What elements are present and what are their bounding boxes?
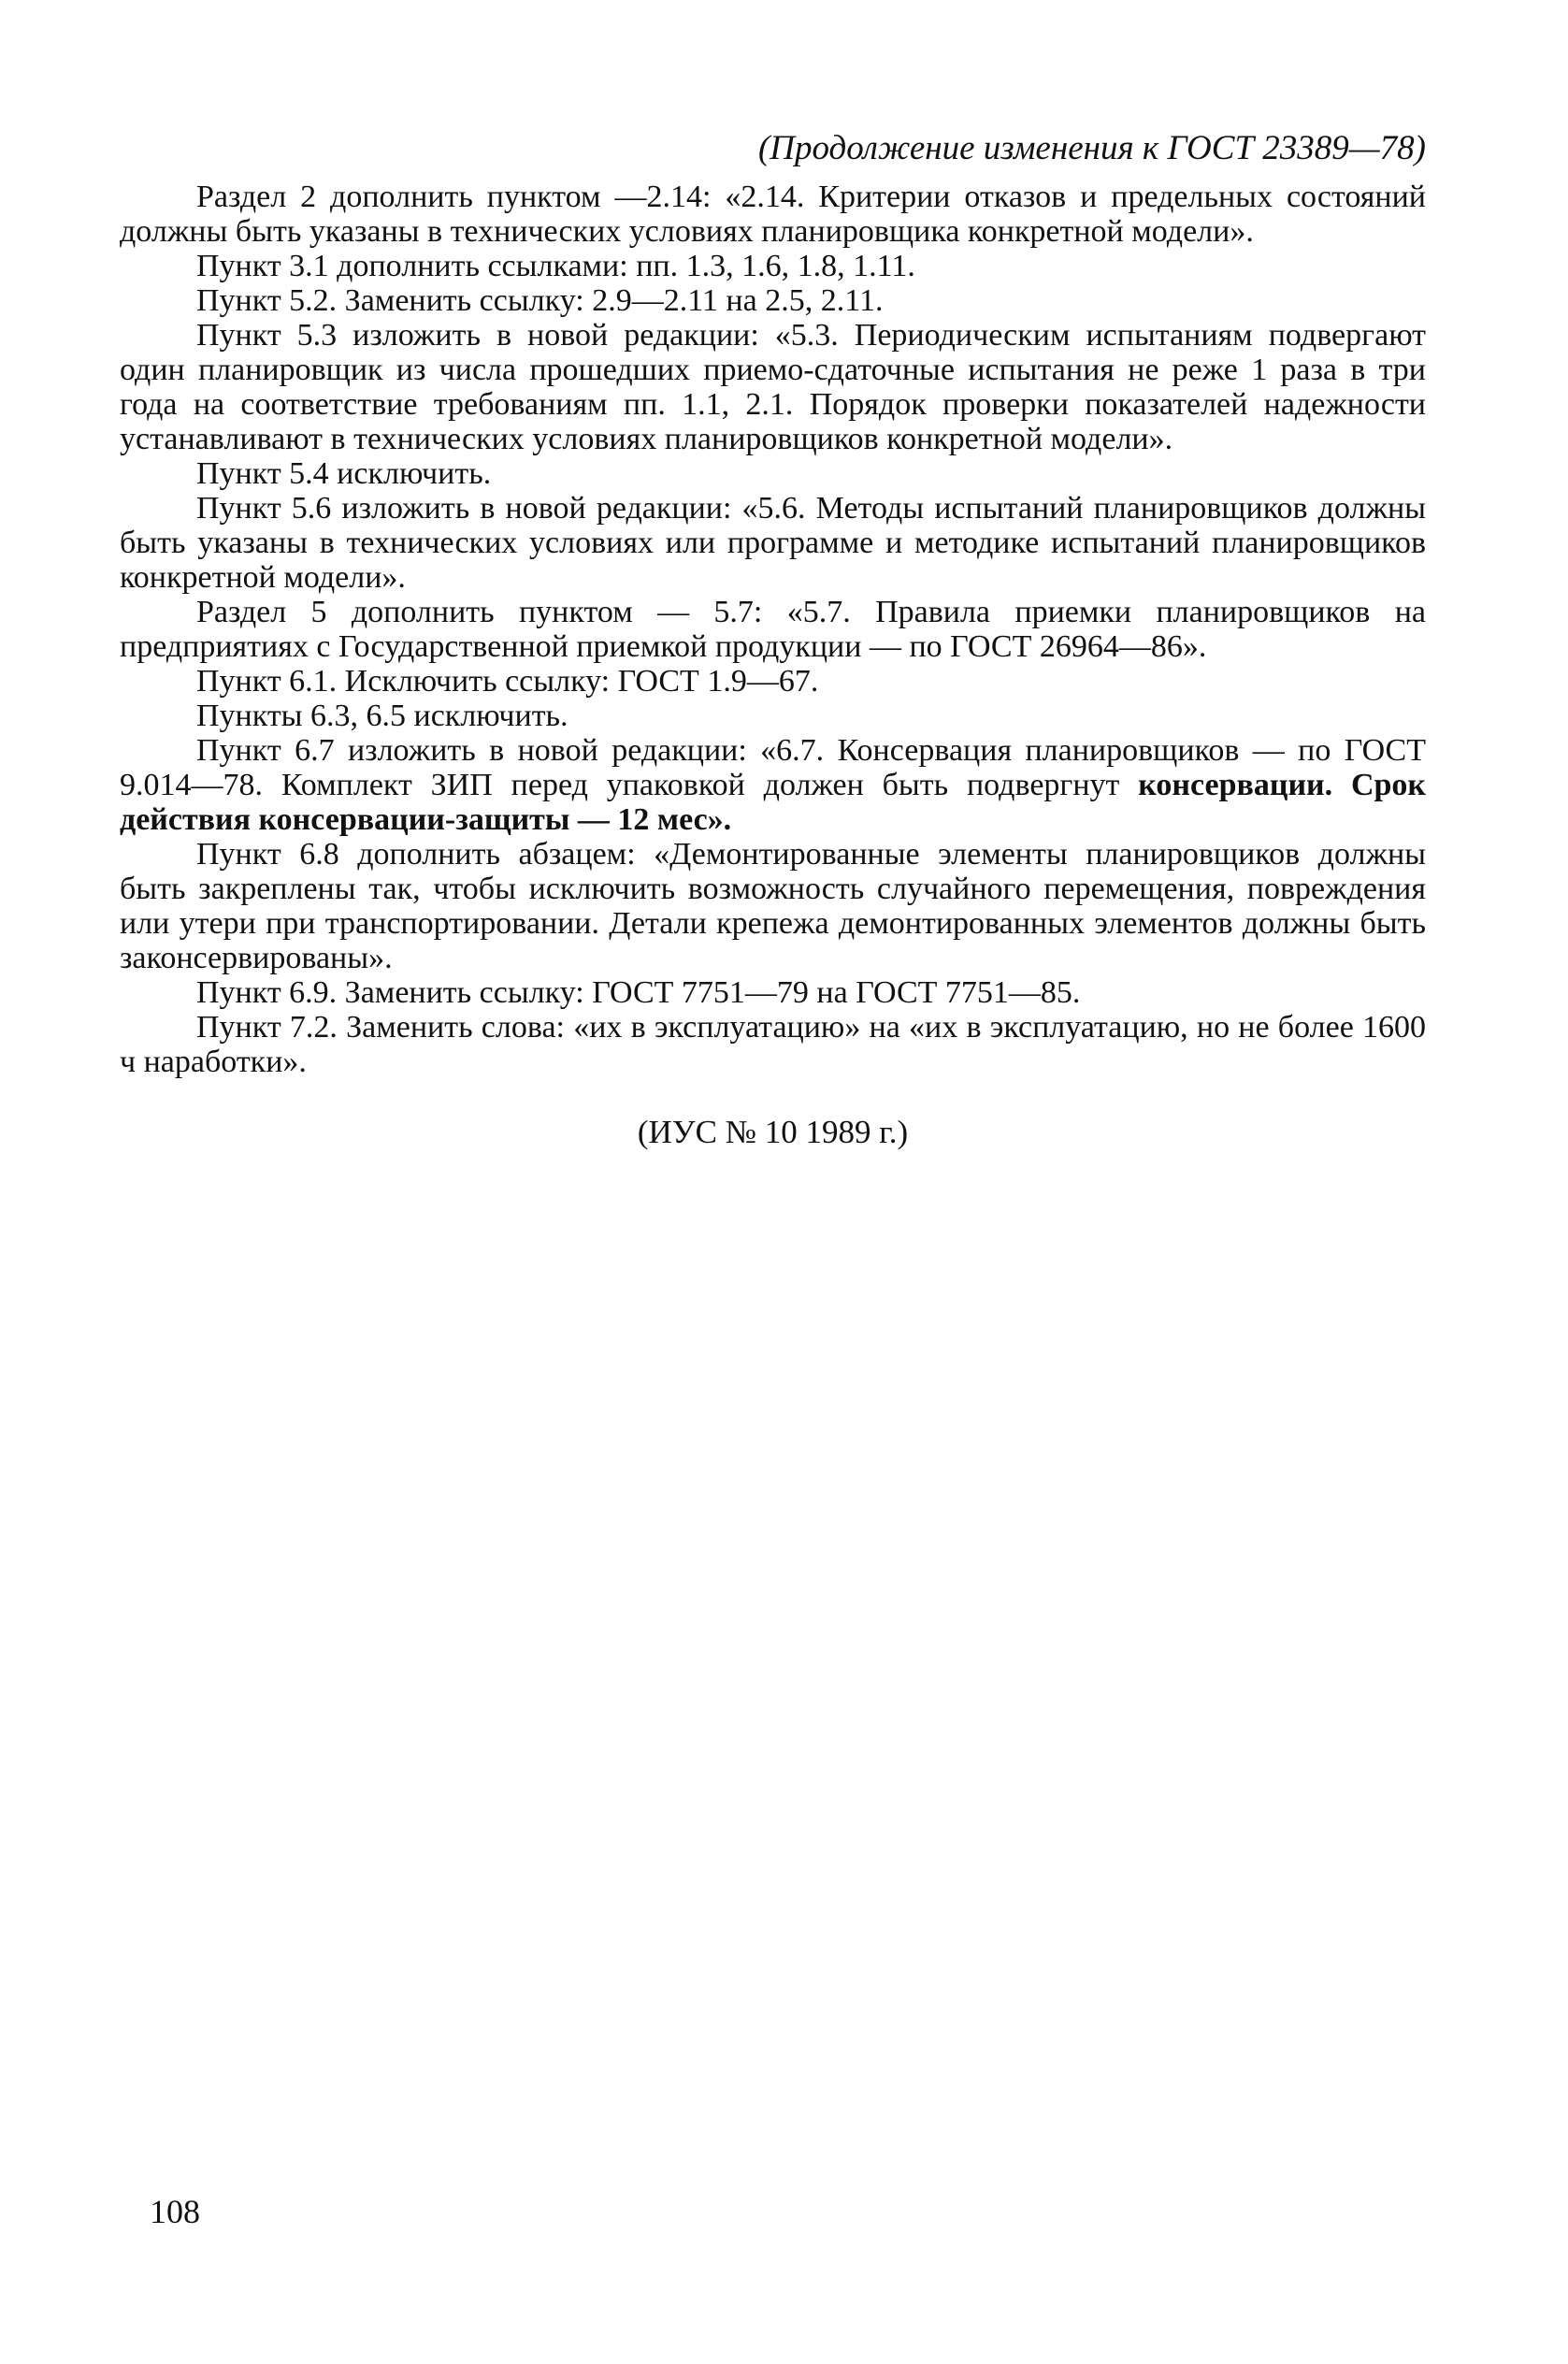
continuation-header: (Продолжение изменения к ГОСТ 23389—78) bbox=[757, 129, 1426, 167]
paragraph-item-6-7-text: Пункт 6.7 изложить в новой редакции: «6.7. Консервация планировщиков — по ГОСТ 9.014—78. Комплект ЗИП перед упаковкой должен быть подвергнут bbox=[120, 733, 1426, 802]
paragraph-item-6-7 bbox=[120, 733, 1426, 837]
paragraph-item-5-4: Пункт 5.4 исключить. bbox=[196, 456, 492, 491]
paragraph-item-6-8: Пункт 6.8 дополнить абзацем: «Демонтированные элементы планировщиков должны быть закреплены так, чтобы исключить возможность случайного перемещения, повреждения или утери при транспортировании. Детали крепежа демонтированных элементов должны быть законсервированы». bbox=[120, 837, 1426, 975]
paragraph-item-7-2: Пункт 7.2. Заменить слова: «их в эксплуатацию» на «их в эксплуатацию, но не более 1600 ч наработки». bbox=[120, 1010, 1426, 1079]
paragraph-section-5: Раздел 5 дополнить пунктом — 5.7: «5.7. Правила приемки планировщиков на предприятиях с Государственной приемкой продукции — по ГОСТ 26964—86». bbox=[120, 595, 1426, 664]
page-number: 108 bbox=[150, 2193, 200, 2230]
paragraph-item-5-3: Пункт 5.3 изложить в новой редакции: «5.3. Периодическим испытаниям подвергают один планировщик из числа прошедших приемо-сдаточные испытания не реже 1 раза в три года на соответствие требованиям пп. 1.1, 2.1. Порядок проверки показателей надежности устанавливают в технических условиях планировщиков конкретной модели». bbox=[120, 318, 1426, 456]
source-reference: (ИУС № 10 1989 г.) bbox=[637, 1114, 909, 1150]
paragraph-item-6-1: Пункт 6.1. Исключить ссылку: ГОСТ 1.9—67. bbox=[196, 664, 819, 699]
paragraph-item-5-6: Пункт 5.6 изложить в новой редакции: «5.6. Методы испытаний планировщиков должны быть указаны в технических условиях или программе и методике испытаний планировщиков конкретной модели». bbox=[120, 491, 1426, 595]
paragraph-item-5-2: Пункт 5.2. Заменить ссылку: 2.9—2.11 на 2.5, 2.11. bbox=[196, 283, 884, 318]
paragraph-item-6-7-bold-text: консервации. Срок действия консервации-защиты — 12 мес». bbox=[120, 768, 1426, 837]
amendment-text bbox=[120, 180, 1426, 1079]
paragraph-item-6-9: Пункт 6.9. Заменить ссылку: ГОСТ 7751—79 на ГОСТ 7751—85. bbox=[196, 975, 1081, 1010]
paragraph-items-6-3-6-5: Пункты 6.3, 6.5 исключить. bbox=[196, 699, 568, 733]
paragraph-item-3-1: Пункт 3.1 дополнить ссылками: пп. 1.3, 1.6, 1.8, 1.11. bbox=[196, 249, 915, 283]
paragraph-section-2: Раздел 2 дополнить пунктом —2.14: «2.14. Критерии отказов и предельных состояний должны быть указаны в технических условиях планировщика конкретной модели». bbox=[120, 180, 1426, 249]
